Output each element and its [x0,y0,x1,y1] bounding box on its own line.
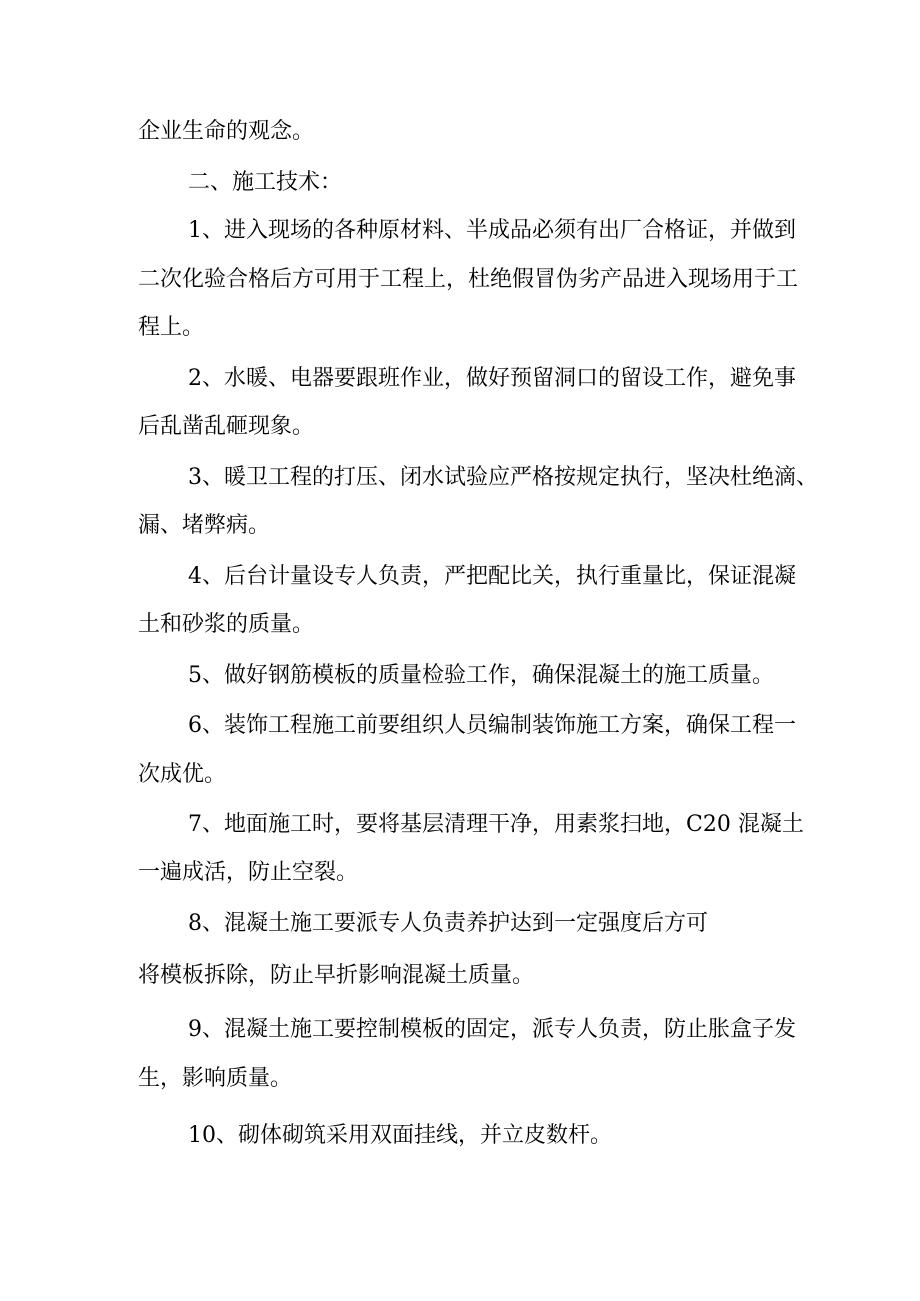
text-line: 10、砌体砌筑采用双面挂线，并立皮数杆。 [188,1123,612,1148]
text-line: 次成优。 [138,762,227,787]
text-line: 土和砂浆的质量。 [138,612,315,637]
section-heading: 二、施工技术： [188,170,343,195]
text-line: 4、后台计量设专人负责，严把配比关，执行重量比，保证混凝 [188,564,796,589]
text-line: 漏、堵弊病。 [138,513,271,538]
text-line: 二次化验合格后方可用于工程上，杜绝假冒伪劣产品进入现场用于工 [138,267,799,292]
text-line: 5、做好钢筋模板的质量检验工作，确保混凝土的施工质量。 [188,663,774,688]
text-line: 生，影响质量。 [138,1066,293,1091]
text-line: 企业生命的观念。 [138,119,315,144]
text-line: 程上。 [138,315,205,340]
text-line: 后乱凿乱砸现象。 [138,414,315,439]
text-line: 一遍成活，防止空裂。 [138,860,359,885]
text-line: 6、装饰工程施工前要组织人员编制装饰施工方案，确保工程一 [188,713,796,738]
text-line: 3、暖卫工程的打压、闭水试验应严格按规定执行，坚决杜绝滴、 [188,465,818,490]
text-line: 1、进入现场的各种原材料、半成品必须有出厂合格证，并做到 [188,218,796,243]
text-line: 2、水暖、电器要跟班作业，做好预留洞口的留设工作，避免事 [188,366,796,391]
text-line: 7、地面施工时，要将基层清理干净，用素浆扫地，C20 混凝土 [188,812,804,837]
text-line: 将模板拆除，防止早折影响混凝土质量。 [138,963,535,988]
text-line: 8、混凝土施工要派专人负责养护达到一定强度后方可 [188,911,708,936]
text-line: 9、混凝土施工要控制模板的固定，派专人负责，防止胀盒子发 [188,1017,796,1042]
